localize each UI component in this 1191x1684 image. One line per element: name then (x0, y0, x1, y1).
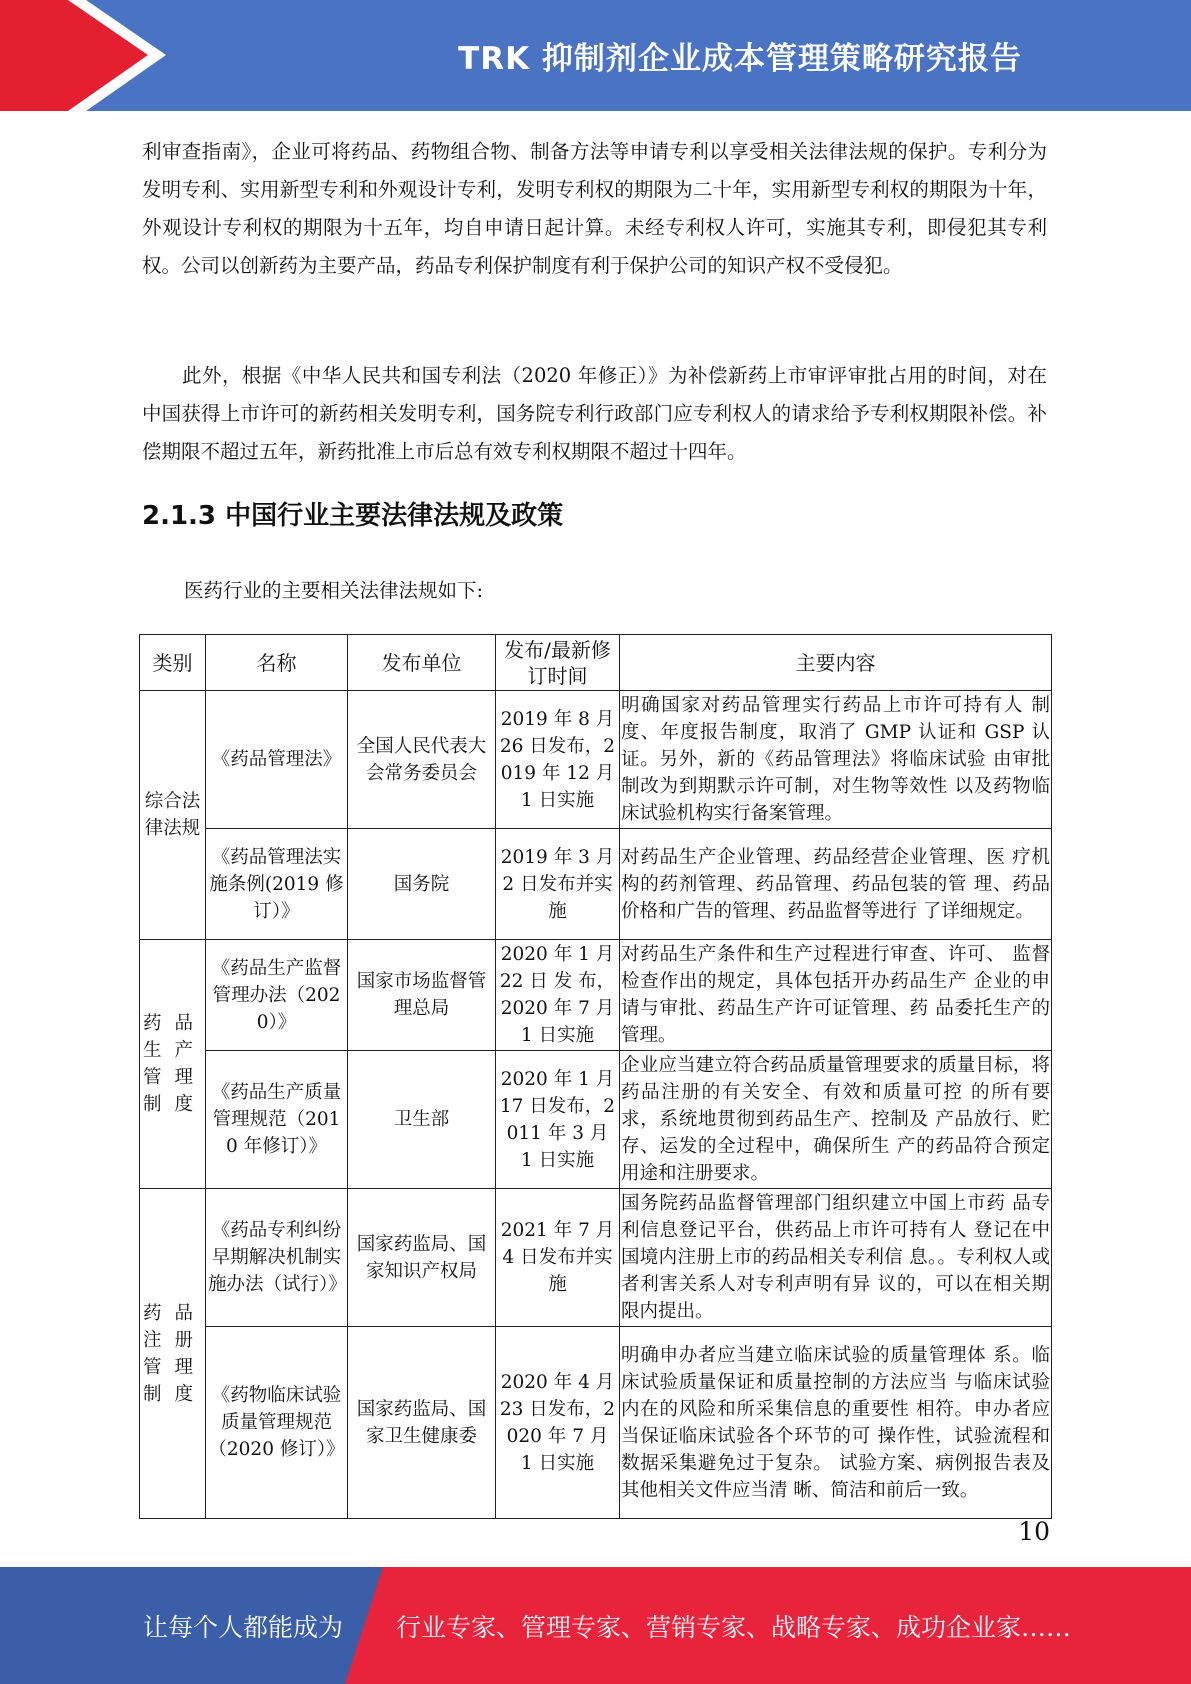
table-row (140, 691, 1052, 829)
law-name-cell: 《药品专利纠纷早期解决机制实施办法（试行）》 (206, 1189, 348, 1327)
law-name-cell: 《药品生产质量管理规范（2010 年修订）》 (206, 1051, 348, 1189)
content-cell: 对药品生产条件和生产过程进行审查、许可、 监督检查作出的规定，具体包括开办药品生产 企业的申请与审批、药品生产许可证管理、药 品委托生产的管理。 (620, 940, 1052, 1051)
page-footer (0, 1567, 1191, 1684)
header-category: 类别 (140, 635, 206, 691)
publisher-cell: 卫生部 (348, 1051, 496, 1189)
publisher-cell: 国家药监局、国家卫生健康委 (348, 1327, 496, 1519)
page-header (0, 0, 1191, 111)
category-cell: 药品生产管理制度 (140, 940, 206, 1189)
publisher-cell: 全国人民代表大会常务委员会 (348, 691, 496, 829)
law-name-cell: 《药品生产监督管理办法（2020）》 (206, 940, 348, 1051)
page-number: 10 (1018, 1517, 1050, 1546)
section-heading: 2.1.3 中国行业主要法律法规及政策 (142, 501, 564, 531)
table-header-row (140, 635, 1052, 691)
category-cell: 药品注册管理制度 (140, 1189, 206, 1519)
content-cell: 明确国家对药品管理实行药品上市许可持有人 制度、年度报告制度，取消了 GMP 认证和 GSP 认证。另外，新的《药品管理法》将临床试验 由审批制改为到期默示许可制，对生物等效性 以及药物临床试验机构实行备案管理。 (620, 691, 1052, 829)
footer-slogan-left: 让每个人都能成为 (143, 1612, 344, 1642)
date-cell: 2019 年 3 月 2 日发布并实施 (496, 829, 620, 940)
date-cell: 2020 年 1 月 22 日 发 布，2020 年 7 月 1 日实施 (496, 940, 620, 1051)
header-content: 主要内容 (620, 635, 1052, 691)
footer-slogan-right: 行业专家、管理专家、营销专家、战略专家、成功企业家…… (396, 1612, 1072, 1642)
report-title: TRK 抑制剂企业成本管理策略研究报告 (458, 41, 1022, 77)
body-paragraph-1: 利审查指南》，企业可将药品、药物组合物、制备方法等申请专利以享受相关法律法规的保护。专利分为发明专利、实用新型专利和外观设计专利，发明专利权的期限为二十年，实用新型专利权的期限为十年，外观设计专利权的期限为十五年，均自申请日起计算。未经专利权人许可，实施其专利，即侵犯其专利权。公司以创新药为主要产品，药品专利保护制度有利于保护公司的知识产权不受侵犯。 (142, 140, 1047, 277)
publisher-cell: 国家市场监督管理总局 (348, 940, 496, 1051)
publisher-cell: 国家药监局、国家知识产权局 (348, 1189, 496, 1327)
date-cell: 2020 年 1 月 17 日发布，2011 年 3 月 1 日实施 (496, 1051, 620, 1189)
header-name: 名称 (206, 635, 348, 691)
table-row (140, 1327, 1052, 1519)
content-cell: 明确申办者应当建立临床试验的质量管理体 系。临床试验质量保证和质量控制的方法应当 与临床试验内在的风险和所采集信息的重要性 相符。申办者应当保证临床试验各个环节的可 操作性，试验流程和数据采集避免过于复杂。 试验方案、病例报告表及其他相关文件应当清 晰、简洁和前后一致。 (620, 1327, 1052, 1519)
date-cell: 2021 年 7 月 4 日发布并实施 (496, 1189, 620, 1327)
table-row (140, 829, 1052, 940)
law-name-cell: 《药物临床试验质量管理规范（2020 修订）》 (206, 1327, 348, 1519)
header-date: 发布/最新修订时间 (496, 635, 620, 691)
content-cell: 企业应当建立符合药品质量管理要求的质量目标，将药品注册的有关安全、有效和质量可控 的所有要求，系统地贯彻到药品生产、控制及 产品放行、贮存、运发的全过程中，确保所生 产的药品符合预定用途和注册要求。 (620, 1051, 1052, 1189)
table-row (140, 1189, 1052, 1327)
date-cell: 2019 年 8 月 26 日发布，2019 年 12 月 1 日实施 (496, 691, 620, 829)
laws-table (139, 634, 1052, 1519)
table-intro: 医药行业的主要相关法律法规如下: (184, 579, 484, 602)
table-row (140, 1051, 1052, 1189)
content-cell: 国务院药品监督管理部门组织建立中国上市药 品专利信息登记平台，供药品上市许可持有人 登记在中国境内注册上市的药品相关专利信 息。。专利权人或者利害关系人对专利声明有异 议的，可以在相关期限内提出。 (620, 1189, 1052, 1327)
publisher-cell: 国务院 (348, 829, 496, 940)
category-cell: 综合法律法规 (140, 691, 206, 940)
content-cell: 对药品生产企业管理、药品经营企业管理、医 疗机构的药剂管理、药品管理、药品包装的管 理、药品价格和广告的管理、药品监督等进行 了详细规定。 (620, 829, 1052, 940)
table-row (140, 940, 1052, 1051)
date-cell: 2020 年 4 月 23 日发布，2020 年 7 月 1 日实施 (496, 1327, 620, 1519)
body-paragraph-2: 此外，根据《中华人民共和国专利法（2020 年修正）》为补偿新药上市审评审批占用的时间，对在中国获得上市许可的新药相关发明专利，国务院专利行政部门应专利权人的请求给予专利权期限补偿。补偿期限不超过五年，新药批准上市后总有效专利权期限不超过十四年。 (142, 364, 1047, 463)
law-name-cell: 《药品管理法》 (206, 691, 348, 829)
header-publisher: 发布单位 (348, 635, 496, 691)
law-name-cell: 《药品管理法实施条例(2019 修订）》 (206, 829, 348, 940)
